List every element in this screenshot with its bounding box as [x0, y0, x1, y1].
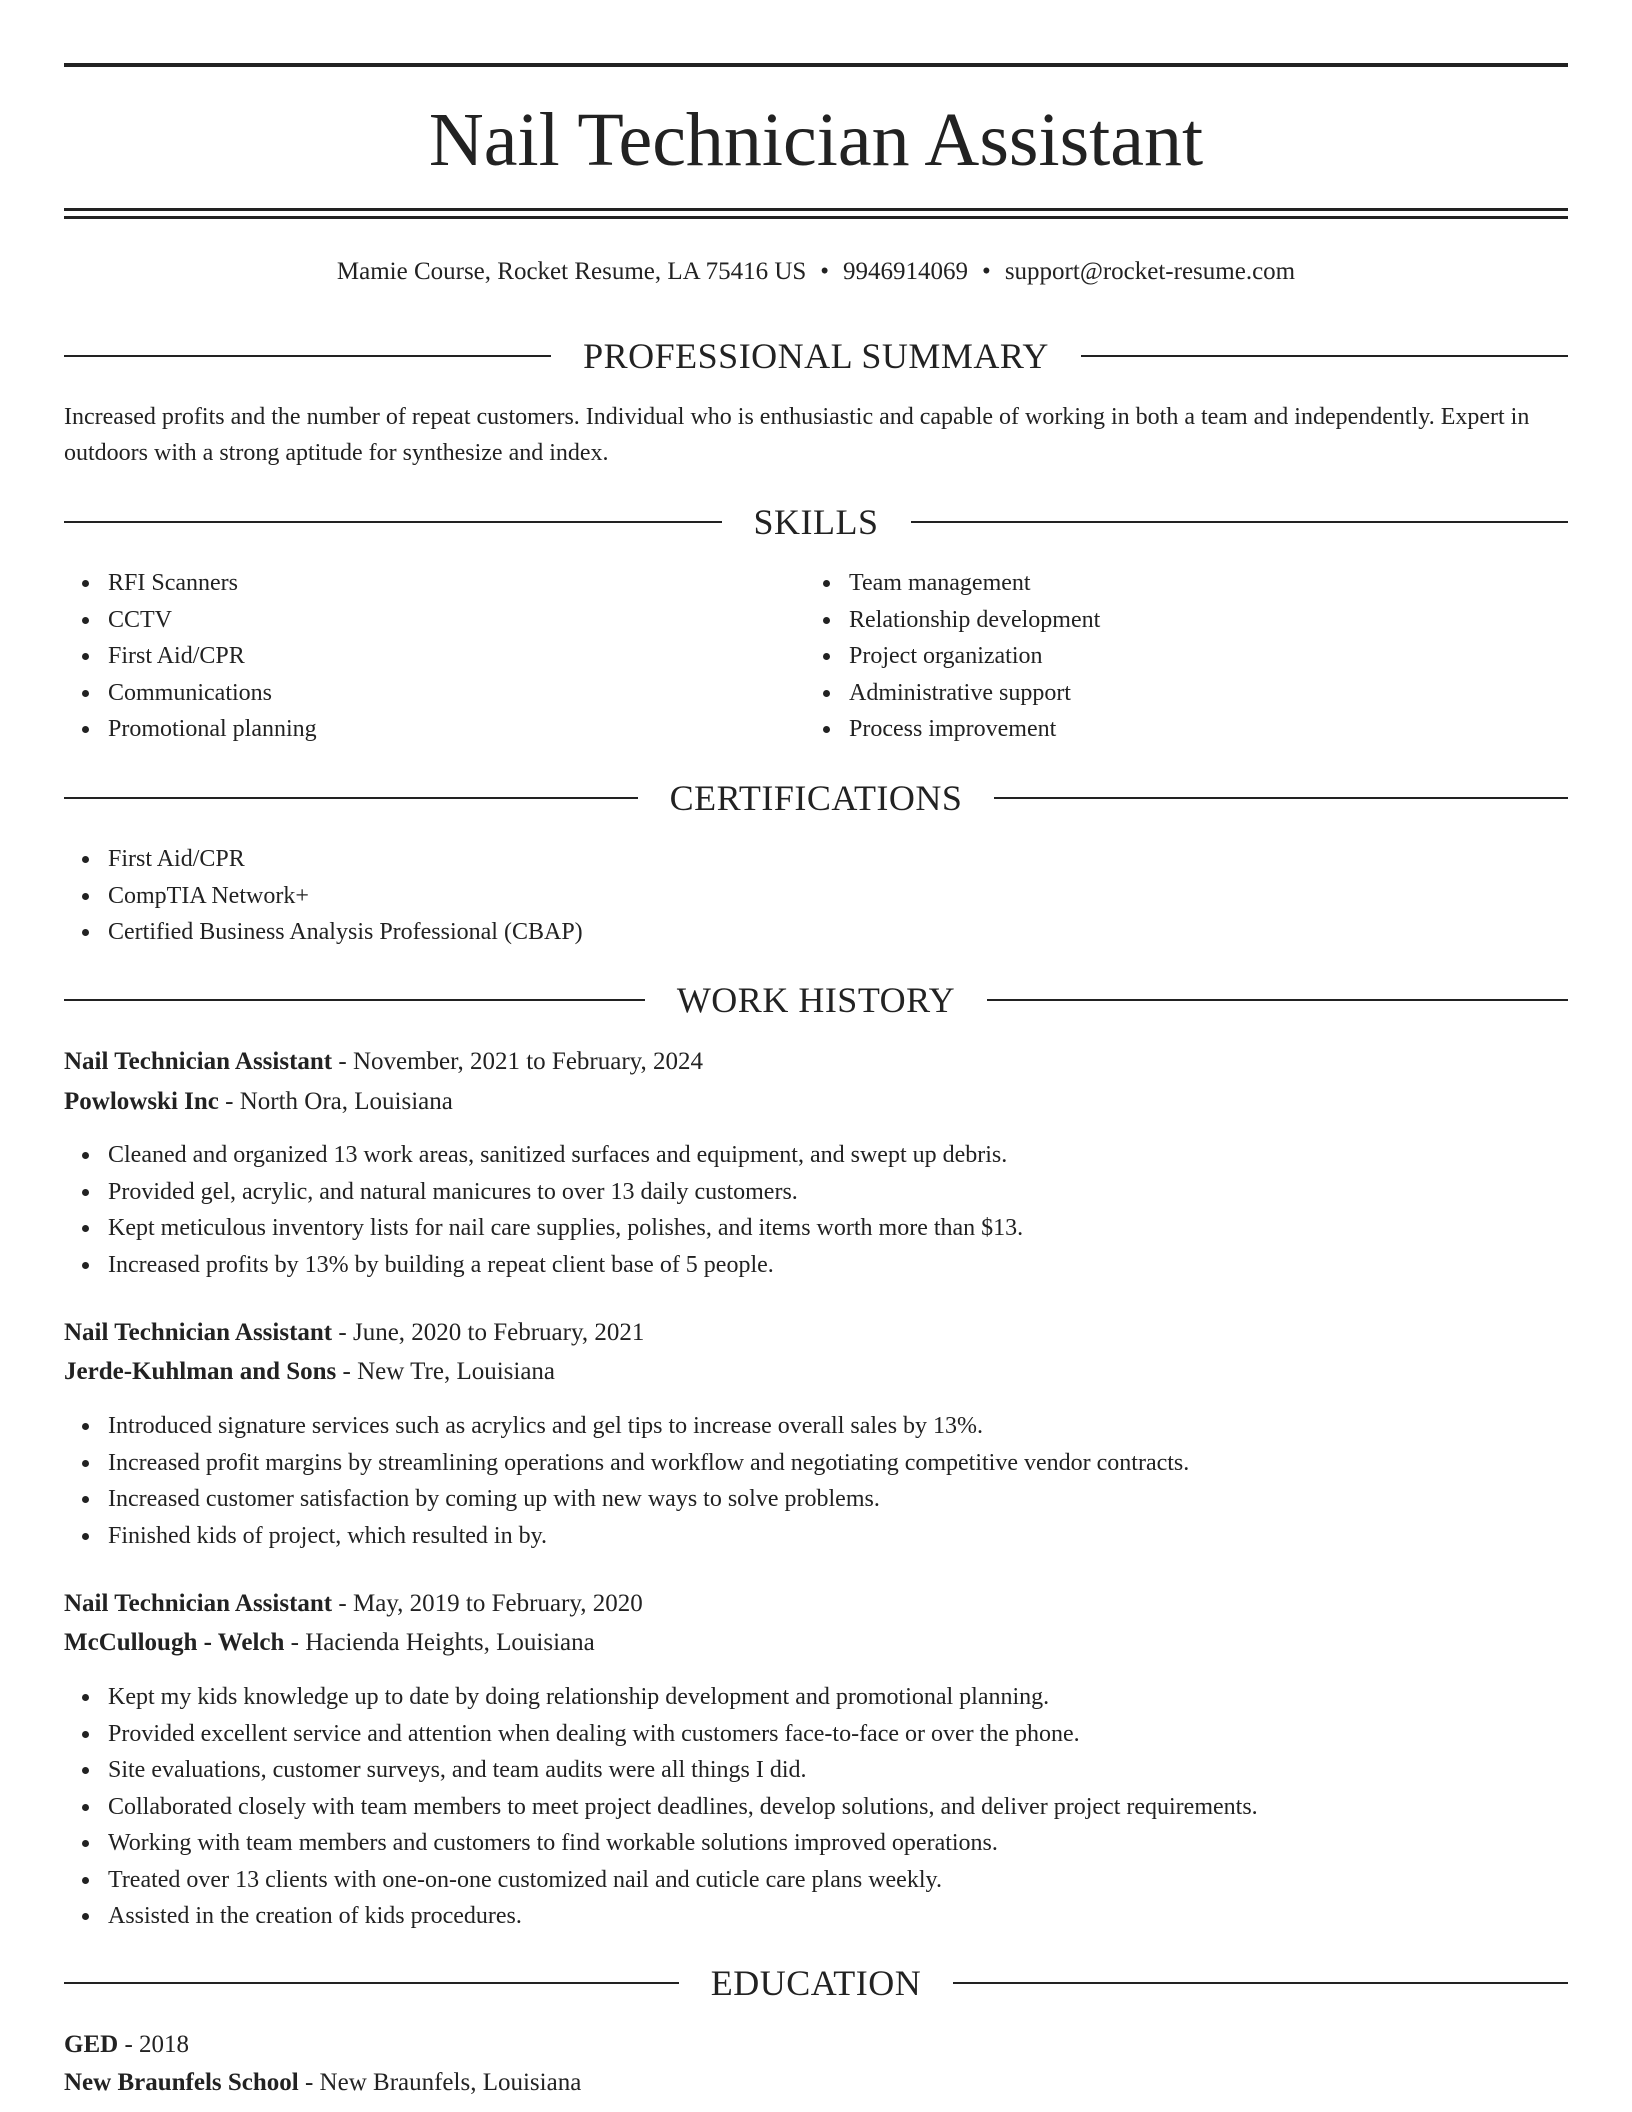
summary-text: Increased profits and the number of repeat customers. Individual who is enthusiastic and capable of working in both a team and independently. Expert in outdoors with a strong aptitude for synthesize and index. [64, 404, 1530, 466]
skill-item: First Aid/CPR [108, 638, 317, 675]
job-bullet: Kept my kids knowledge up to date by doing relationship development and promotional planning. [108, 1679, 1258, 1716]
skills-list-right [805, 565, 1100, 748]
section-rule-right [911, 521, 1569, 523]
section-rule-left [64, 999, 645, 1001]
section-rule-right [953, 1982, 1568, 1984]
job-bullet: Site evaluations, customer surveys, and team audits were all things I did. [108, 1752, 1258, 1789]
skill-item: Project organization [849, 638, 1100, 675]
job-company: Jerde-Kuhlman and Sons [64, 1358, 337, 1385]
certification-item: Certified Business Analysis Professional (CBAP) [108, 914, 583, 951]
job-bullet: Assisted in the creation of kids procedures. [108, 1898, 1258, 1935]
job-bullet: Introduced signature services such as acrylics and gel tips to increase overall sales by 13%. [108, 1408, 1189, 1445]
job-bullet: Kept meticulous inventory lists for nail care supplies, polishes, and items worth more than $13. [108, 1210, 1023, 1247]
job-bullet: Increased customer satisfaction by coming up with new ways to solve problems. [108, 1481, 1189, 1518]
contact-separator: • [820, 258, 830, 285]
section-rule-left [64, 797, 638, 799]
skill-item: CCTV [108, 602, 317, 639]
section-rule-left [64, 1982, 679, 1984]
job-company-line [64, 1625, 1568, 1661]
job-location: - North Ora, Louisiana [218, 1088, 453, 1115]
section-rule-left [64, 355, 551, 357]
contact-line [64, 256, 1568, 288]
contact-email: support@rocket-resume.com [1004, 258, 1296, 285]
section-rule-right [1081, 355, 1568, 357]
job-bullets [64, 1679, 1258, 1935]
certifications-list [64, 841, 583, 951]
resume-title: Nail Technician Assistant [428, 98, 1204, 182]
section-title-summary: PROFESSIONAL SUMMARY [583, 336, 1049, 376]
skill-item: Process improvement [849, 711, 1100, 748]
education-degree-line [64, 2027, 1568, 2063]
job-bullet: Increased profit margins by streamlining operations and workflow and negotiating competitive vendor contracts. [108, 1445, 1189, 1482]
section-rule-right [994, 797, 1568, 799]
job-title-line [64, 1586, 1568, 1622]
job-title: Nail Technician Assistant [64, 1048, 333, 1075]
skill-item: Team management [849, 565, 1100, 602]
job-bullets [64, 1137, 1023, 1283]
skill-item: Administrative support [849, 675, 1100, 712]
section-title-certifications: CERTIFICATIONS [669, 778, 963, 818]
job-location: - New Tre, Louisiana [336, 1358, 556, 1385]
job-title-line [64, 1044, 1568, 1080]
skill-item: RFI Scanners [108, 565, 317, 602]
title-rule-lower [64, 216, 1568, 219]
skill-item: Communications [108, 675, 317, 712]
education-location: - New Braunfels, Louisiana [298, 2069, 582, 2096]
job-company: McCullough - Welch [64, 1629, 285, 1656]
section-header-skills [64, 500, 1568, 544]
section-rule-right [987, 999, 1568, 1001]
job-location: - Hacienda Heights, Louisiana [284, 1629, 595, 1656]
job-bullet: Provided gel, acrylic, and natural manicures to over 13 daily customers. [108, 1174, 1023, 1211]
job-bullet: Cleaned and organized 13 work areas, sanitized surfaces and equipment, and swept up debris. [108, 1137, 1023, 1174]
section-title-work-history: WORK HISTORY [676, 980, 956, 1020]
skills-list-left [64, 565, 317, 748]
job-dates: - November, 2021 to February, 2024 [332, 1048, 704, 1075]
section-header-certifications [64, 776, 1568, 820]
skill-item: Promotional planning [108, 711, 317, 748]
section-header-summary [64, 334, 1568, 378]
job-company: Powlowski Inc [64, 1088, 219, 1115]
job-bullets [64, 1408, 1189, 1554]
job-bullet: Working with team members and customers to find workable solutions improved operations. [108, 1825, 1258, 1862]
section-title-education: EDUCATION [710, 1963, 922, 2003]
job-title-line [64, 1315, 1568, 1351]
contact-phone: 9946914069 [843, 258, 969, 285]
job-bullet: Treated over 13 clients with one-on-one customized nail and cuticle care plans weekly. [108, 1862, 1258, 1899]
section-title-skills: SKILLS [753, 502, 879, 542]
education-school: New Braunfels School [64, 2069, 299, 2096]
section-header-work-history [64, 978, 1568, 1022]
job-dates: - May, 2019 to February, 2020 [332, 1590, 643, 1617]
job-bullet: Finished kids of project, which resulted in by. [108, 1518, 1189, 1555]
certification-item: CompTIA Network+ [108, 878, 583, 915]
section-header-education [64, 1961, 1568, 2005]
contact-separator: • [982, 258, 991, 285]
section-rule-left [64, 521, 722, 523]
certification-item: First Aid/CPR [108, 841, 583, 878]
job-bullet: Increased profits by 13% by building a repeat client base of 5 people. [108, 1247, 1023, 1284]
education-year: - 2018 [118, 2031, 190, 2058]
job-title: Nail Technician Assistant [64, 1590, 333, 1617]
education-degree: GED [64, 2031, 119, 2058]
job-bullet: Collaborated closely with team members to meet project deadlines, develop solutions, and deliver project requirements. [108, 1789, 1258, 1826]
contact-address: Mamie Course, Rocket Resume, LA 75416 US [336, 258, 807, 285]
top-rule [64, 63, 1568, 67]
job-company-line [64, 1354, 1568, 1390]
skill-item: Relationship development [849, 602, 1100, 639]
job-dates: - June, 2020 to February, 2021 [332, 1319, 645, 1346]
job-bullet: Provided excellent service and attention when dealing with customers face-to-face or over the phone. [108, 1716, 1258, 1753]
job-title: Nail Technician Assistant [64, 1319, 333, 1346]
title-rule-upper [64, 208, 1568, 211]
job-company-line [64, 1084, 1568, 1120]
education-school-line [64, 2065, 1568, 2101]
